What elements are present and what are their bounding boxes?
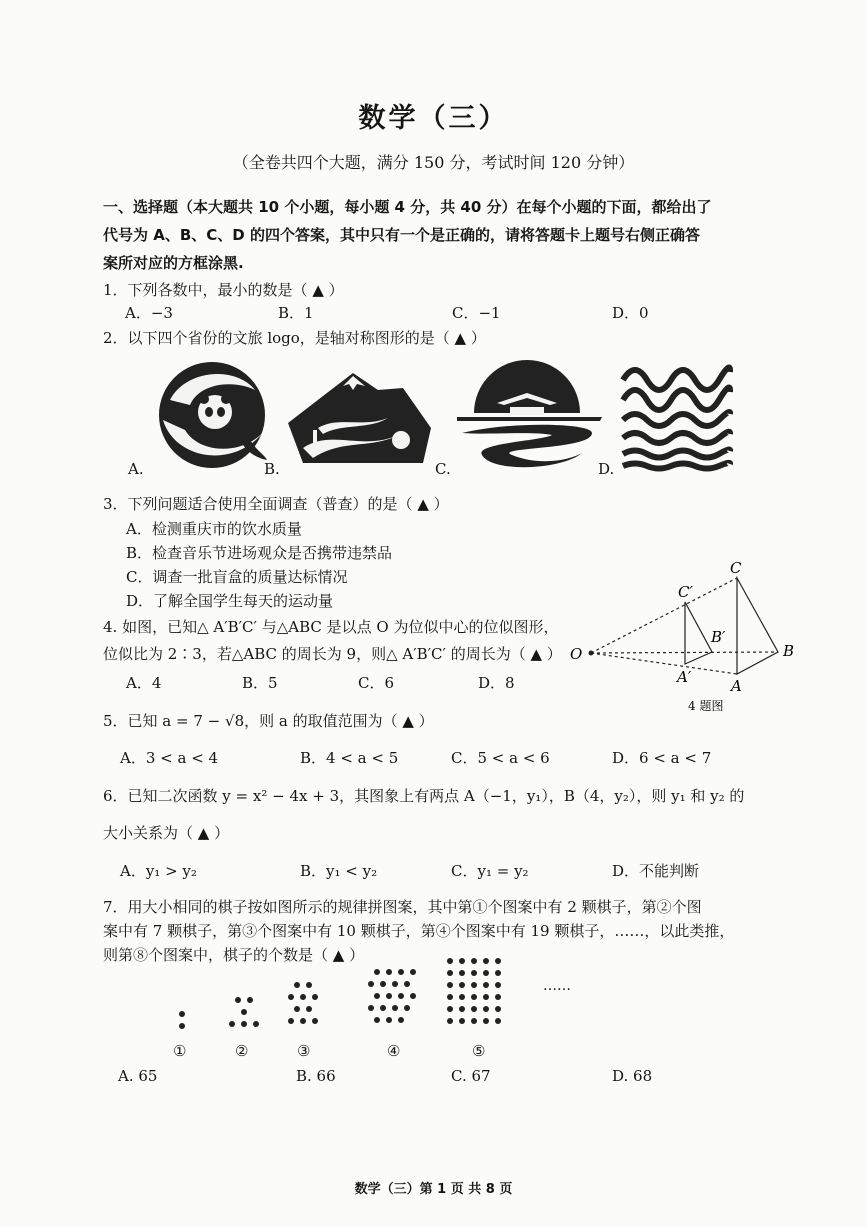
q6-option-c: C．y₁ = y₂	[451, 862, 529, 880]
q2-option-c: C.	[435, 460, 451, 478]
q3-stem: 3．下列问题适合使用全面调查（普查）的是（ ▲ ）	[103, 495, 449, 513]
q7-pattern-label-3: ③	[297, 1042, 311, 1060]
q5-option-b: B．4 < a < 5	[300, 749, 399, 767]
q4-option-a: A．4	[126, 674, 162, 692]
exam-info: （全卷共四个大题，满分 150 分，考试时间 120 分钟）	[232, 153, 635, 172]
q4-label-b-prime: B′	[711, 628, 726, 646]
q4-label-c-prime: C′	[678, 583, 693, 601]
q7-pattern-label-2: ②	[235, 1042, 249, 1060]
q6-stem-line1: 6．已知二次函数 y = x² − 4x + 3，其图象上有两点 A（−1，y₁），B（4，y₂），则 y₁ 和 y₂ 的	[103, 787, 745, 805]
q7-stem-line2: 案中有 7 颗棋子，第③个图案中有 10 颗棋子，第④个图案中有 19 颗棋子，……，以此类推，	[103, 922, 735, 940]
q7-pattern-5	[446, 957, 510, 1033]
q2-stem: 2．以下四个省份的文旅 logo，是轴对称图形的是（ ▲ ）	[103, 329, 486, 347]
page-title: 数学（三）	[358, 103, 509, 134]
logo-d-image	[620, 358, 730, 470]
q2-option-b: B.	[264, 460, 280, 478]
q5-stem: 5．已知 a = 7 − √8，则 a 的取值范围为（ ▲ ）	[103, 712, 434, 730]
q4-label-a: A	[731, 677, 742, 695]
q5-option-a: A．3 < a < 4	[120, 749, 219, 767]
q4-stem-line1: 4. 如图，已知△ A′B′C′ 与△ABC 是以点 O 为位似中心的位似图形，	[103, 618, 559, 636]
q3-option-c: C．调查一批盲盒的质量达标情况	[126, 568, 348, 586]
q4-label-a-prime: A′	[677, 668, 692, 686]
q7-pattern-4	[367, 968, 419, 1030]
q7-stem-line1: 7．用大小相同的棋子按如图所示的规律拼图案，其中第①个图案中有 2 颗棋子，第②个图	[103, 898, 702, 916]
q7-option-d: D. 68	[612, 1067, 653, 1085]
q4-label-o: O	[570, 645, 583, 663]
q1-option-a: A．−3	[125, 304, 173, 322]
q7-option-c: C. 67	[451, 1067, 491, 1085]
q1-option-b: B．1	[278, 304, 314, 322]
logo-a-image	[155, 360, 270, 475]
q3-option-a: A．检测重庆市的饮水质量	[126, 520, 302, 538]
q1-option-d: D．0	[612, 304, 649, 322]
q7-pattern-label-1: ①	[173, 1042, 187, 1060]
logo-c-image	[452, 355, 602, 470]
q4-label-c: C	[730, 559, 742, 577]
q7-pattern-2	[226, 996, 262, 1030]
q4-option-c: C．6	[358, 674, 395, 692]
logo-b-image	[283, 368, 433, 468]
q7-pattern-label-5: ⑤	[472, 1042, 486, 1060]
q7-option-a: A. 65	[118, 1067, 158, 1085]
q4-stem-line2: 位似比为 2∶3，若△ABC 的周长为 9，则△ A′B′C′ 的周长为（ ▲ ）	[103, 645, 562, 663]
q6-stem-line2: 大小关系为（ ▲ ）	[103, 824, 230, 842]
q7-pattern-3	[287, 981, 323, 1027]
q5-option-c: C．5 < a < 6	[451, 749, 550, 767]
q7-pattern-label-4: ④	[387, 1042, 401, 1060]
q6-option-a: A．y₁ > y₂	[120, 862, 197, 880]
q6-option-d: D．不能判断	[612, 862, 700, 880]
q1-stem: 1．下列各数中，最小的数是（ ▲ ）	[103, 281, 344, 299]
q4-option-b: B．5	[242, 674, 278, 692]
q7-pattern-ellipsis: ……	[543, 978, 571, 994]
q4-figure-caption: 4 题图	[688, 699, 724, 713]
q4-figure	[565, 560, 805, 720]
q7-option-b: B. 66	[296, 1067, 336, 1085]
q5-option-d: D．6 < a < 7	[612, 749, 712, 767]
q7-stem-line3: 则第⑧个图案中，棋子的个数是（ ▲ ）	[103, 946, 365, 964]
q4-option-d: D．8	[478, 674, 515, 692]
q3-option-b: B．检查音乐节进场观众是否携带违禁品	[126, 544, 393, 562]
q2-option-a: A.	[128, 460, 144, 478]
q1-option-c: C．−1	[452, 304, 501, 322]
q3-option-d: D．了解全国学生每天的运动量	[126, 592, 334, 610]
q6-option-b: B．y₁ < y₂	[300, 862, 378, 880]
section1-line2: 代号为 A、B、C、D 的四个答案，其中只有一个是正确的，请将答题卡上题号右侧正确答	[103, 226, 700, 244]
q4-label-b: B	[783, 642, 795, 660]
page-footer: 数学（三）第 1 页 共 8 页	[354, 1182, 513, 1197]
q7-pattern-1	[174, 1010, 190, 1032]
section1-line3: 案所对应的方框涂黑.	[103, 254, 244, 272]
q2-option-d: D.	[598, 460, 615, 478]
section1-line1: 一、选择题（本大题共 10 个小题，每小题 4 分，共 40 分）在每个小题的下面，都给出了	[103, 198, 712, 216]
